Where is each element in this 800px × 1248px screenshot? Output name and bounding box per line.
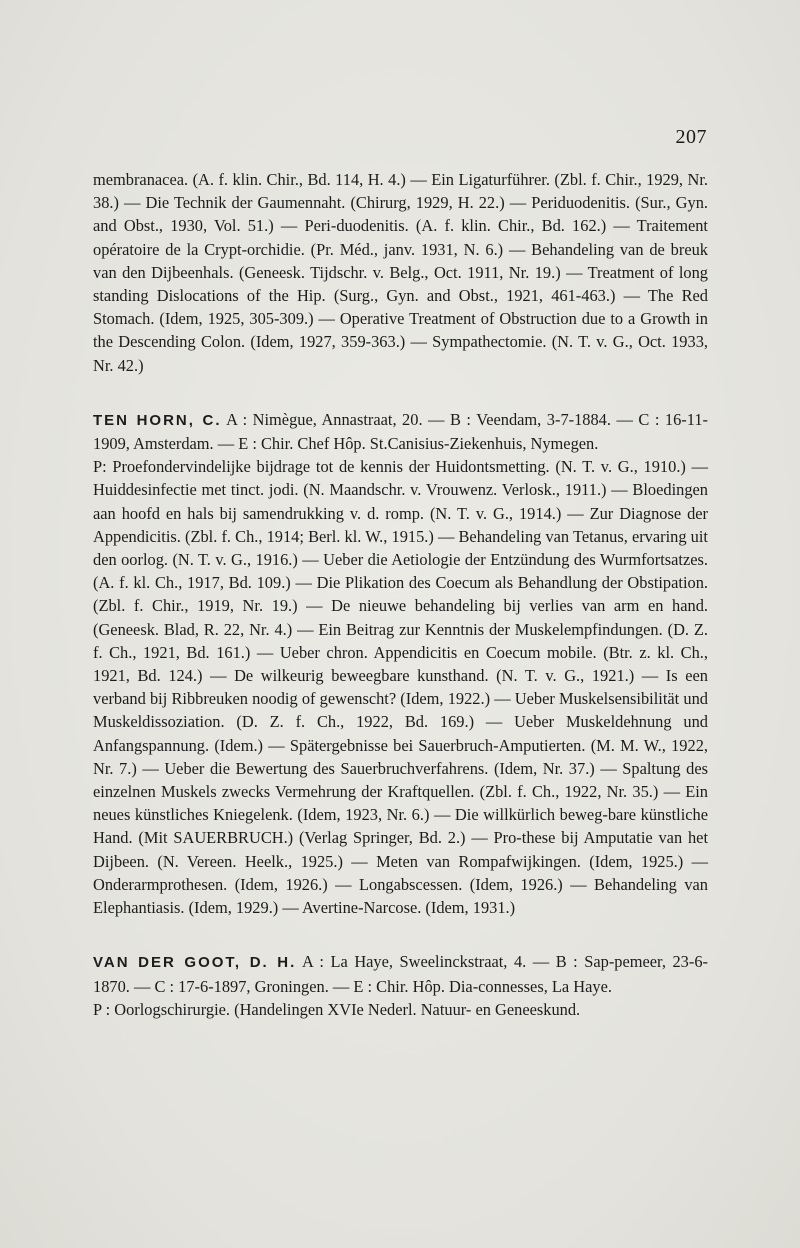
entry-continuation: membranacea. (A. f. klin. Chir., Bd. 114, H. 4.) — Ein Ligaturführer. (Zbl. f. Chir., 1929, Nr. 38.) — Die Technik der Gaumennaht. (Chirurg, 1929, H. 22.) — Periduodenitis. (Sur., Gyn. and Obst., 1930, Vol. 51.) — Peri-duodenitis. (A. f. klin. Chir., Bd. 162.) — Traitement opératoire de la Crypt-orchidie. (Pr. Méd., janv. 1931, N. 6.) — Behandeling van de breuk van den Dijbeenhals. (Geneesk. Tijdschr. v. Belg., Oct. 1911, Nr. 19.) — Treatment of long standing Dislocations of the Hip. (Surg., Gyn. and Obst., 1921, 461-463.) — The Red Stomach. (Idem, 1925, 305-309.) — Operative Treatment of Obstruction due to a Growth in the Descending Colon. (Idem, 1927, 359-363.) — Sympathectomie. (N. T. v. G., Oct. 1933, Nr. 42.)	[93, 170, 708, 375]
page-number: 207	[675, 126, 707, 148]
page-body	[93, 168, 708, 1021]
entry-name: TEN HORN, C.	[93, 411, 222, 429]
entry-publications: P: Proefondervindelijke bijdrage tot de kennis der Huidontsmetting. (N. T. v. G., 1910.) — Huiddesinfectie met tinct. jodi. (N. Maandschr. v. Vrouwenz. Verlosk., 1911.) — Bloedingen aan hoofd en hals bij samendrukking v. d. romp. (N. T. v. G., 1914.) — Zur Diagnose der Appendicitis. (Zbl. f. Ch., 1914; Berl. kl. W., 1915.) — Behandeling van Tetanus, ervaring uit den oorlog. (N. T. v. G., 1916.) — Ueber die Aetiologie der Entzündung des Wurmfortsatzes. (A. f. kl. Ch., 1917, Bd. 109.) — Die Plikation des Coecum als Behandlung der Obstipation. (Zbl. f. Chir., 1919, Nr. 19.) — De nieuwe behandeling bij verlies van arm en hand. (Geneesk. Blad, R. 22, Nr. 4.) — Ein Beitrag zur Kenntnis der Muskelempfindungen. (D. Z. f. Ch., 1921, Bd. 161.) — Ueber chron. Appendicitis en Coecum mobile. (Btr. z. kl. Ch., 1921, Bd. 124.) — De wilkeurig beweegbare kunsthand. (N. T. v. G., 1921.) — Is een verband bij Ribbreuken noodig of gewenscht? (Idem, 1922.) — Ueber Muskelsensibilität und Muskeldissoziation. (D. Z. f. Ch., 1922, Bd. 169.) — Ueber Muskeldehnung und Anfangspannung. (Idem.) — Spätergebnisse bei Sauerbruch-Amputierten. (M. M. W., 1922, Nr. 7.) — Ueber die Bewertung des Sauerbruchverfahrens. (Idem, Nr. 37.) — Spaltung des einzelnen Muskels zwecks Vermehrung der Kraftquellen. (Zbl. f. Ch., 1922, Nr. 35.) — Ein neues künstliches Kniegelenk. (Idem, 1923, Nr. 6.) — Die willkürlich beweg-bare künstliche Hand. (Mit SAUERBRUCH.) (Verlag Springer, Bd. 2.) — Pro-these bij Amputatie van het Dijbeen. (N. Vereen. Heelk., 1925.) — Meten van Rompafwijkingen. (Idem, 1925.) — Onderarmprothesen. (Idem, 1926.) — Longabscessen. (Idem, 1926.) — Behandeling van Elephantiasis. (Idem, 1929.) — Avertine-Narcose. (Idem, 1931.)	[93, 457, 708, 918]
entry-address: A : Nimègue, Annastraat, 20. — B : Veendam, 3-7-1884. — C : 16-11-1909, Amsterdam. — E : Chir. Chef Hôp. St.Canisius-Ziekenhuis, Nymegen.	[93, 409, 708, 454]
entry-ten-horn-header	[93, 408, 708, 455]
entry-van-der-goot-header	[93, 950, 708, 997]
entry-address: A : La Haye, Sweelinckstraat, 4. — B : Sap-pemeer, 23-6-1870. — C : 17-6-1897, Groningen. — E : Chir. Hôp. Dia-connesses, La Haye.	[93, 952, 708, 996]
entry-publications: P : Oorlogschirurgie. (Handelingen XVIe Nederl. Natuur- en Geneeskund.	[93, 999, 581, 1019]
entry-name: VAN DER GOOT, D. H.	[93, 954, 297, 972]
